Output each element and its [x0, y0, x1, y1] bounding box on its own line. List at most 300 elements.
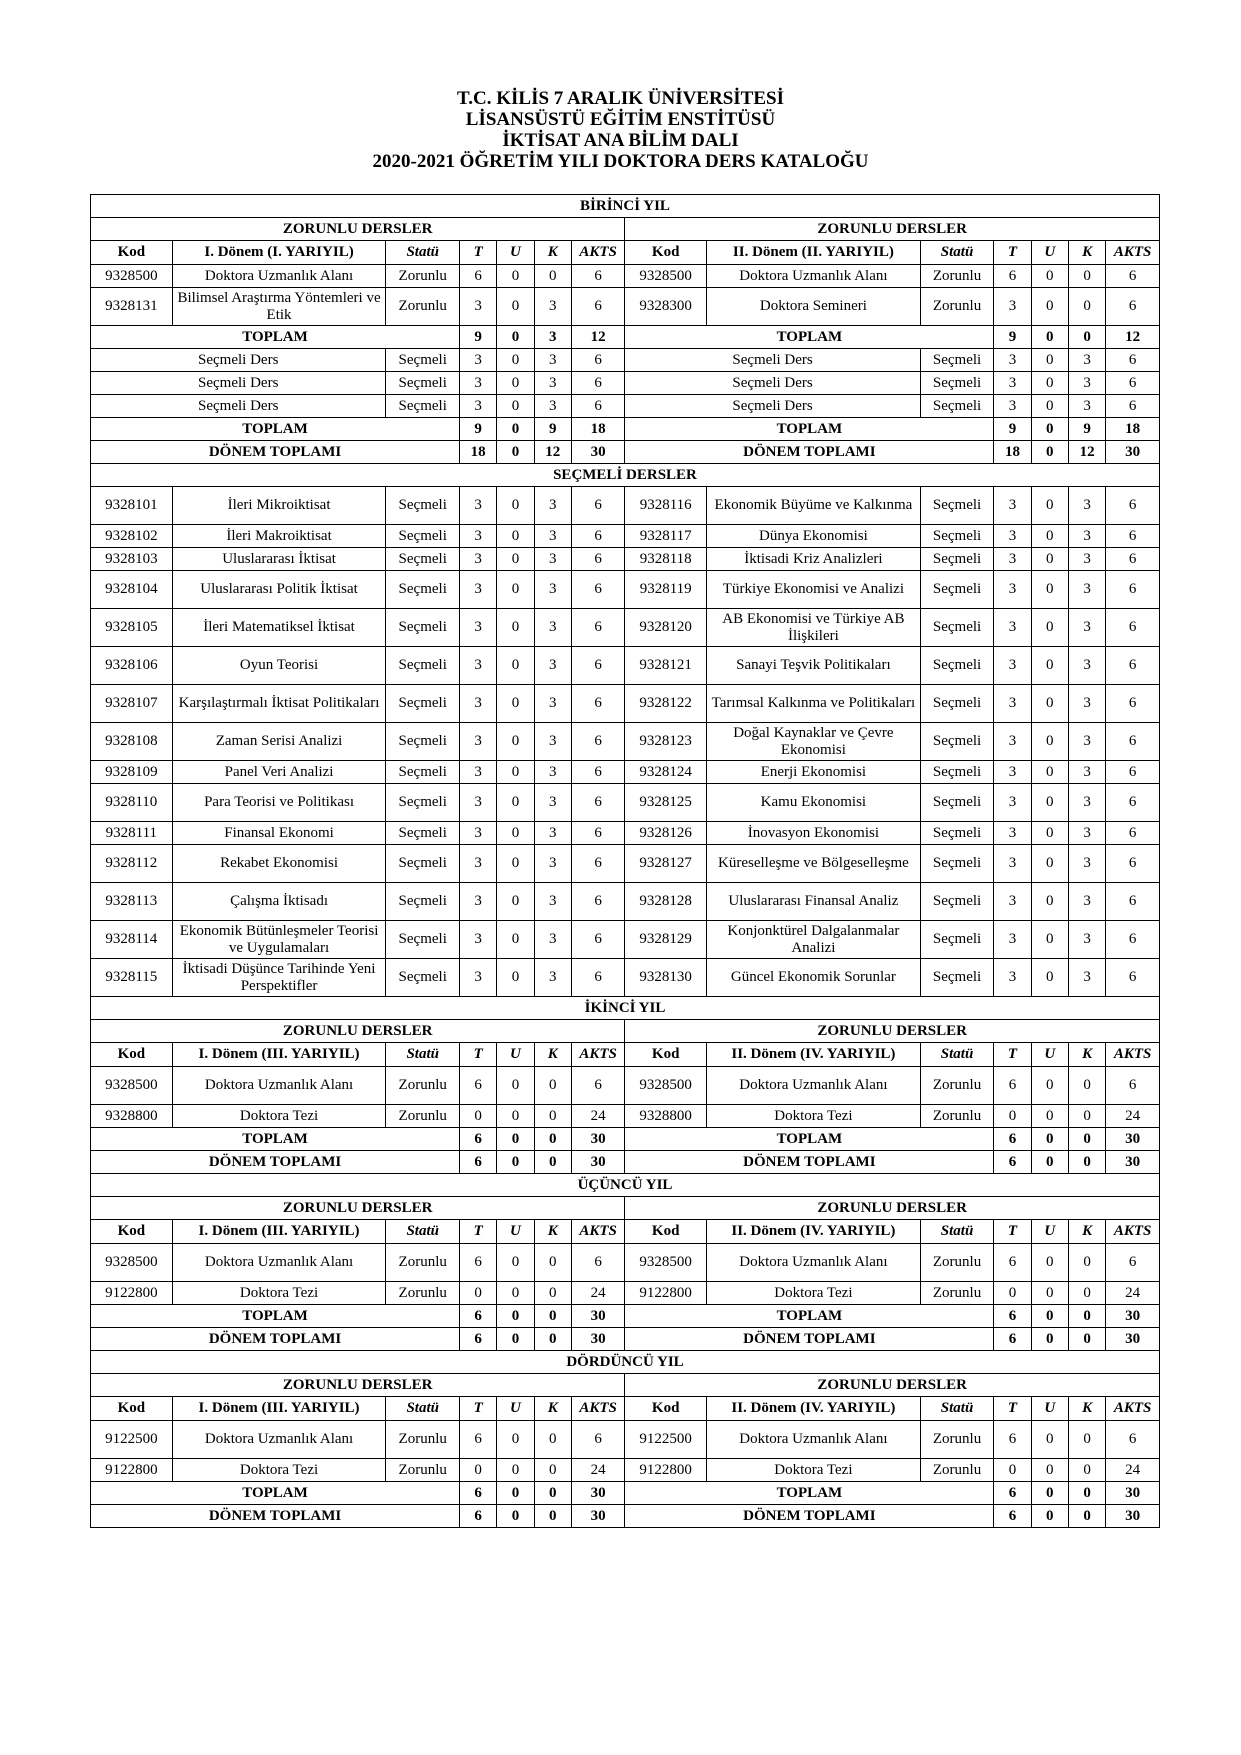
total-label: TOPLAM	[91, 1128, 460, 1151]
required-total-k: 3	[534, 326, 571, 349]
elective-slot-status: Seçmeli	[386, 372, 460, 395]
term-total-label: DÖNEM TOPLAMI	[625, 441, 994, 464]
course-code: 9328109	[91, 761, 173, 784]
total-t: 6	[994, 1305, 1031, 1328]
course-k: 3	[1068, 487, 1105, 525]
course-akts: 6	[1106, 921, 1160, 959]
statu-header: Statü	[920, 241, 994, 265]
course-status: Seçmeli	[386, 647, 460, 685]
elective-total-k: 9	[1068, 418, 1105, 441]
required-courses-header	[91, 1020, 1160, 1043]
elective-slot-u: 0	[1031, 349, 1068, 372]
course-code: 9328500	[625, 1067, 707, 1105]
course-akts: 6	[1106, 1244, 1160, 1282]
course-t: 3	[460, 845, 497, 883]
course-k: 0	[534, 265, 571, 288]
total-akts: 30	[1106, 1482, 1160, 1505]
course-u: 0	[1031, 685, 1068, 723]
course-u: 0	[497, 265, 534, 288]
course-k: 3	[1068, 921, 1105, 959]
course-status: Zorunlu	[920, 265, 994, 288]
elective-slot-akts: 6	[571, 349, 624, 372]
course-k: 3	[534, 571, 571, 609]
elective-slot-k: 3	[1068, 349, 1105, 372]
course-name: AB Ekonomisi ve Türkiye AB İlişkileri	[707, 609, 921, 647]
course-t: 3	[460, 647, 497, 685]
right-term-header: II. Dönem (IV. YARIYIL)	[707, 1397, 921, 1421]
course-k: 3	[534, 723, 571, 761]
course-name: Ekonomik Büyüme ve Kalkınma	[707, 487, 921, 525]
k-header: K	[534, 1220, 571, 1244]
left-term-header: I. Dönem (III. YARIYIL)	[172, 1220, 386, 1244]
course-u: 0	[1031, 723, 1068, 761]
required-total-akts: 12	[1106, 326, 1160, 349]
course-row	[91, 723, 1160, 761]
course-k: 3	[534, 609, 571, 647]
course-k: 0	[1068, 1459, 1105, 1482]
course-name: Karşılaştırmalı İktisat Politikaları	[172, 685, 386, 723]
u-header: U	[497, 1220, 534, 1244]
kod-header: Kod	[625, 241, 707, 265]
course-code: 9328131	[91, 288, 173, 326]
term-total-row	[91, 1328, 1160, 1351]
total-u: 0	[497, 1482, 534, 1505]
required-total-row	[91, 326, 1160, 349]
elective-slot-akts: 6	[1106, 395, 1160, 418]
course-u: 0	[1031, 265, 1068, 288]
course-t: 3	[994, 883, 1031, 921]
course-akts: 6	[1106, 761, 1160, 784]
course-akts: 6	[571, 959, 624, 997]
course-k: 0	[1068, 1421, 1105, 1459]
course-code: 9328111	[91, 822, 173, 845]
course-t: 6	[994, 1421, 1031, 1459]
kod-header: Kod	[91, 241, 173, 265]
total-akts: 30	[1106, 1305, 1160, 1328]
course-status: Seçmeli	[920, 548, 994, 571]
course-akts: 24	[1106, 1282, 1160, 1305]
course-t: 3	[994, 921, 1031, 959]
term-total-u: 0	[1031, 1151, 1068, 1174]
course-row	[91, 761, 1160, 784]
course-row	[91, 1105, 1160, 1128]
course-akts: 6	[1106, 959, 1160, 997]
course-k: 3	[534, 959, 571, 997]
term-total-row	[91, 1151, 1160, 1174]
course-code: 9328107	[91, 685, 173, 723]
elective-total-t: 9	[460, 418, 497, 441]
course-u: 0	[1031, 822, 1068, 845]
course-t: 3	[994, 525, 1031, 548]
course-row	[91, 822, 1160, 845]
course-code: 9328124	[625, 761, 707, 784]
akts-header: AKTS	[1106, 241, 1160, 265]
course-k: 3	[1068, 609, 1105, 647]
course-code: 9328800	[625, 1105, 707, 1128]
term-total-u: 0	[1031, 1505, 1068, 1528]
akts-header: AKTS	[571, 241, 624, 265]
elective-slot-status: Seçmeli	[920, 372, 994, 395]
course-status: Seçmeli	[386, 487, 460, 525]
course-t: 3	[994, 288, 1031, 326]
course-u: 0	[497, 723, 534, 761]
course-k: 3	[534, 784, 571, 822]
elective-slot-name: Seçmeli Ders	[625, 372, 920, 395]
course-code: 9328128	[625, 883, 707, 921]
elective-slot-k: 3	[534, 349, 571, 372]
university-title: T.C. KİLİS 7 ARALIK ÜNİVERSİTESİ	[457, 88, 784, 109]
course-u: 0	[1031, 609, 1068, 647]
total-t: 6	[994, 1482, 1031, 1505]
course-akts: 24	[571, 1105, 624, 1128]
akts-header: AKTS	[571, 1220, 624, 1244]
course-t: 6	[460, 265, 497, 288]
total-k: 0	[1068, 1482, 1105, 1505]
course-akts: 6	[571, 288, 624, 326]
course-name: Doktora Uzmanlık Alanı	[707, 1067, 921, 1105]
total-u: 0	[1031, 1305, 1068, 1328]
course-row	[91, 845, 1160, 883]
term-total-label: DÖNEM TOPLAMI	[625, 1151, 994, 1174]
course-code: 9328127	[625, 845, 707, 883]
right-term-header: II. Dönem (IV. YARIYIL)	[707, 1220, 921, 1244]
total-label: TOPLAM	[625, 1482, 994, 1505]
course-row	[91, 1459, 1160, 1482]
course-akts: 6	[1106, 845, 1160, 883]
course-t: 3	[460, 822, 497, 845]
course-status: Zorunlu	[920, 1282, 994, 1305]
course-row	[91, 525, 1160, 548]
course-k: 3	[534, 525, 571, 548]
term-total-t: 18	[994, 441, 1031, 464]
course-u: 0	[497, 685, 534, 723]
course-akts: 6	[571, 761, 624, 784]
course-u: 0	[497, 1459, 534, 1482]
course-t: 3	[460, 609, 497, 647]
course-t: 6	[994, 1067, 1031, 1105]
total-akts: 30	[571, 1482, 624, 1505]
course-k: 3	[534, 761, 571, 784]
course-t: 6	[460, 1067, 497, 1105]
required-courses-label-right: ZORUNLU DERSLER	[625, 218, 1160, 241]
course-name: Doktora Uzmanlık Alanı	[172, 1244, 386, 1282]
required-courses-label-right: ZORUNLU DERSLER	[625, 1197, 1160, 1220]
course-t: 6	[460, 1244, 497, 1282]
course-u: 0	[1031, 571, 1068, 609]
term-total-t: 6	[994, 1505, 1031, 1528]
course-k: 0	[1068, 1105, 1105, 1128]
elective-slot-name: Seçmeli Ders	[625, 395, 920, 418]
k-header: K	[534, 1043, 571, 1067]
course-code: 9328130	[625, 959, 707, 997]
course-k: 0	[534, 1282, 571, 1305]
course-status: Seçmeli	[920, 525, 994, 548]
course-t: 3	[460, 921, 497, 959]
course-k: 3	[534, 487, 571, 525]
term-total-label: DÖNEM TOPLAMI	[625, 1505, 994, 1528]
course-akts: 6	[571, 487, 624, 525]
course-u: 0	[497, 571, 534, 609]
course-status: Seçmeli	[386, 784, 460, 822]
term-total-k: 0	[534, 1505, 571, 1528]
total-k: 0	[534, 1305, 571, 1328]
course-akts: 6	[1106, 525, 1160, 548]
course-name: Finansal Ekonomi	[172, 822, 386, 845]
course-row	[91, 571, 1160, 609]
course-t: 3	[460, 784, 497, 822]
course-status: Seçmeli	[920, 761, 994, 784]
course-code: 9122500	[625, 1421, 707, 1459]
course-name: Dünya Ekonomisi	[707, 525, 921, 548]
year4-title	[91, 1351, 1160, 1374]
course-name: Rekabet Ekonomisi	[172, 845, 386, 883]
required-courses-header	[91, 218, 1160, 241]
elective-slot-u: 0	[497, 395, 534, 418]
term-total-akts: 30	[571, 441, 624, 464]
required-total-akts: 12	[571, 326, 624, 349]
term-total-k: 0	[1068, 1505, 1105, 1528]
course-t: 0	[460, 1459, 497, 1482]
course-k: 3	[1068, 761, 1105, 784]
course-status: Seçmeli	[386, 723, 460, 761]
course-t: 3	[460, 548, 497, 571]
course-name: Uluslararası Politik İktisat	[172, 571, 386, 609]
course-code: 9122800	[625, 1459, 707, 1482]
course-name: Doktora Tezi	[707, 1282, 921, 1305]
course-akts: 6	[1106, 685, 1160, 723]
elective-total-row	[91, 418, 1160, 441]
course-u: 0	[497, 1105, 534, 1128]
course-name: Doktora Uzmanlık Alanı	[707, 1244, 921, 1282]
term-total-t: 6	[994, 1328, 1031, 1351]
term-total-akts: 30	[1106, 1505, 1160, 1528]
catalog-body	[91, 195, 1160, 1528]
course-name: Doktora Tezi	[707, 1459, 921, 1482]
course-code: 9328119	[625, 571, 707, 609]
total-akts: 30	[571, 1128, 624, 1151]
course-status: Zorunlu	[920, 1459, 994, 1482]
course-name: Türkiye Ekonomisi ve Analizi	[707, 571, 921, 609]
course-akts: 6	[1106, 784, 1160, 822]
t-header: T	[460, 241, 497, 265]
course-u: 0	[1031, 487, 1068, 525]
course-name: Tarımsal Kalkınma ve Politikaları	[707, 685, 921, 723]
course-row	[91, 548, 1160, 571]
elective-slot-row	[91, 395, 1160, 418]
year4-title-label: DÖRDÜNCÜ YIL	[91, 1351, 1160, 1374]
statu-header: Statü	[920, 1043, 994, 1067]
course-t: 3	[994, 761, 1031, 784]
required-courses-label-left: ZORUNLU DERSLER	[91, 1020, 625, 1043]
t-header: T	[994, 1220, 1031, 1244]
course-name: Konjonktürel Dalgalanmalar Analizi	[707, 921, 921, 959]
total-k: 0	[534, 1482, 571, 1505]
course-k: 3	[1068, 845, 1105, 883]
total-label: TOPLAM	[91, 1305, 460, 1328]
course-row	[91, 487, 1160, 525]
course-k: 3	[534, 921, 571, 959]
course-akts: 6	[1106, 647, 1160, 685]
k-header: K	[1068, 241, 1105, 265]
course-k: 3	[534, 883, 571, 921]
elective-slot-t: 3	[994, 395, 1031, 418]
statu-header: Statü	[386, 1397, 460, 1421]
statu-header: Statü	[386, 1220, 460, 1244]
course-name: İktisadi Düşünce Tarihinde Yeni Perspektifler	[172, 959, 386, 997]
course-status: Seçmeli	[386, 685, 460, 723]
course-name: İleri Matematiksel İktisat	[172, 609, 386, 647]
course-akts: 6	[571, 845, 624, 883]
course-code: 9328118	[625, 548, 707, 571]
course-name: Doktora Uzmanlık Alanı	[172, 1421, 386, 1459]
elective-slot-status: Seçmeli	[386, 349, 460, 372]
course-u: 0	[1031, 1244, 1068, 1282]
course-akts: 6	[1106, 609, 1160, 647]
course-status: Zorunlu	[920, 1421, 994, 1459]
total-u: 0	[497, 1305, 534, 1328]
term-total-t: 6	[994, 1151, 1031, 1174]
course-k: 3	[1068, 525, 1105, 548]
course-code: 9328129	[625, 921, 707, 959]
elective-slot-t: 3	[460, 372, 497, 395]
term-total-label: DÖNEM TOPLAMI	[91, 1505, 460, 1528]
kod-header: Kod	[91, 1220, 173, 1244]
course-t: 6	[994, 1244, 1031, 1282]
kod-header: Kod	[625, 1397, 707, 1421]
course-status: Zorunlu	[386, 1105, 460, 1128]
course-row	[91, 647, 1160, 685]
course-u: 0	[497, 647, 534, 685]
course-akts: 6	[1106, 883, 1160, 921]
course-status: Seçmeli	[920, 959, 994, 997]
catalog-title: 2020-2021 ÖĞRETİM YILI DOKTORA DERS KATALOĞU	[372, 151, 869, 172]
course-u: 0	[1031, 1459, 1068, 1482]
course-row	[91, 1282, 1160, 1305]
course-t: 3	[460, 959, 497, 997]
course-name: İktisadi Kriz Analizleri	[707, 548, 921, 571]
course-name: Kamu Ekonomisi	[707, 784, 921, 822]
course-status: Zorunlu	[386, 1421, 460, 1459]
required-course-row	[91, 265, 1160, 288]
course-status: Zorunlu	[920, 288, 994, 326]
course-k: 0	[1068, 265, 1105, 288]
course-status: Zorunlu	[920, 1244, 994, 1282]
course-code: 9328125	[625, 784, 707, 822]
course-u: 0	[497, 525, 534, 548]
course-k: 3	[534, 845, 571, 883]
course-t: 3	[460, 723, 497, 761]
course-k: 0	[534, 1105, 571, 1128]
course-k: 3	[1068, 548, 1105, 571]
column-header-row	[91, 1397, 1160, 1421]
term-total-label: DÖNEM TOPLAMI	[625, 1328, 994, 1351]
course-status: Seçmeli	[920, 487, 994, 525]
required-total-t: 9	[994, 326, 1031, 349]
course-akts: 6	[571, 685, 624, 723]
elective-slot-u: 0	[1031, 395, 1068, 418]
elective-slot-u: 0	[497, 372, 534, 395]
term-total-u: 0	[497, 1505, 534, 1528]
course-catalog-table	[90, 194, 1160, 1528]
course-status: Zorunlu	[920, 1067, 994, 1105]
course-akts: 6	[571, 883, 624, 921]
elective-slot-akts: 6	[1106, 349, 1160, 372]
total-akts: 30	[571, 1305, 624, 1328]
elective-slot-status: Seçmeli	[920, 349, 994, 372]
course-t: 6	[994, 265, 1031, 288]
course-akts: 24	[1106, 1105, 1160, 1128]
course-k: 0	[1068, 1244, 1105, 1282]
course-status: Seçmeli	[920, 609, 994, 647]
term-total-row	[91, 441, 1160, 464]
course-status: Seçmeli	[386, 571, 460, 609]
course-code: 9328500	[91, 1244, 173, 1282]
course-k: 3	[1068, 822, 1105, 845]
year2-title	[91, 997, 1160, 1020]
course-name: Doktora Uzmanlık Alanı	[172, 1067, 386, 1105]
course-name: Doğal Kaynaklar ve Çevre Ekonomisi	[707, 723, 921, 761]
institute-title: LİSANSÜSTÜ EĞİTİM ENSTİTÜSÜ	[465, 109, 776, 130]
total-akts: 30	[1106, 1128, 1160, 1151]
course-u: 0	[1031, 959, 1068, 997]
term-total-akts: 30	[1106, 441, 1160, 464]
total-t: 6	[994, 1128, 1031, 1151]
course-status: Seçmeli	[386, 822, 460, 845]
kod-header: Kod	[91, 1043, 173, 1067]
course-status: Seçmeli	[920, 883, 994, 921]
course-name: İleri Mikroiktisat	[172, 487, 386, 525]
elective-slot-k: 3	[534, 372, 571, 395]
course-code: 9328500	[625, 1244, 707, 1282]
year1-title	[91, 195, 1160, 218]
course-k: 3	[534, 288, 571, 326]
course-akts: 6	[1106, 822, 1160, 845]
t-header: T	[994, 1397, 1031, 1421]
right-term-header: II. Dönem (II. YARIYIL)	[707, 241, 921, 265]
course-status: Seçmeli	[386, 959, 460, 997]
elective-slot-name: Seçmeli Ders	[91, 395, 386, 418]
course-u: 0	[497, 1244, 534, 1282]
elective-courses-title-label: SEÇMELİ DERSLER	[91, 464, 1160, 487]
course-u: 0	[497, 784, 534, 822]
course-akts: 24	[1106, 1459, 1160, 1482]
course-k: 0	[1068, 1282, 1105, 1305]
course-name: Doktora Tezi	[707, 1105, 921, 1128]
course-row	[91, 1067, 1160, 1105]
akts-header: AKTS	[1106, 1397, 1160, 1421]
course-u: 0	[497, 487, 534, 525]
course-t: 3	[994, 647, 1031, 685]
course-code: 9328117	[625, 525, 707, 548]
course-status: Seçmeli	[920, 921, 994, 959]
course-t: 3	[460, 525, 497, 548]
course-name: Panel Veri Analizi	[172, 761, 386, 784]
course-status: Seçmeli	[920, 571, 994, 609]
course-code: 9328113	[91, 883, 173, 921]
total-t: 6	[460, 1305, 497, 1328]
course-name: Doktora Uzmanlık Alanı	[707, 1421, 921, 1459]
course-name: İleri Makroiktisat	[172, 525, 386, 548]
statu-header: Statü	[386, 241, 460, 265]
course-code: 9328102	[91, 525, 173, 548]
course-name: Doktora Tezi	[172, 1282, 386, 1305]
term-total-t: 18	[460, 441, 497, 464]
course-name: Küreselleşme ve Bölgeselleşme	[707, 845, 921, 883]
column-header-row	[91, 241, 1160, 265]
elective-total-label: TOPLAM	[625, 418, 994, 441]
course-code: 9328120	[625, 609, 707, 647]
required-total-u: 0	[1031, 326, 1068, 349]
